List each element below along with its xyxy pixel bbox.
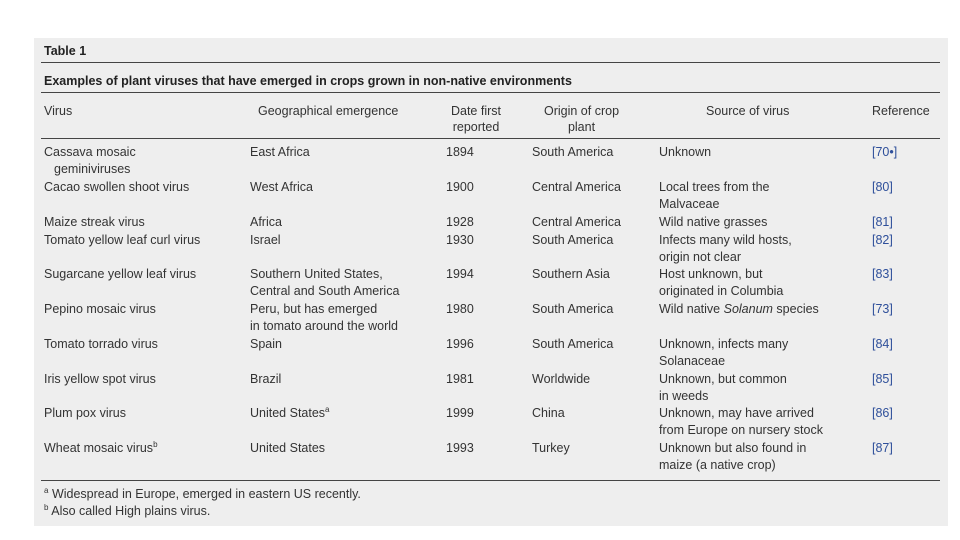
virus-name-line2: geminiviruses bbox=[54, 162, 131, 176]
date-cell bbox=[446, 232, 474, 249]
geographical-emergence-text: Africa bbox=[250, 215, 282, 229]
virus-cell bbox=[44, 440, 158, 457]
virus-name: Tomato torrado virus bbox=[44, 337, 158, 351]
date-first-reported: 1996 bbox=[446, 337, 474, 351]
origin-of-crop-plant: Worldwide bbox=[532, 372, 591, 386]
source-cell bbox=[659, 214, 767, 231]
table-row bbox=[34, 144, 948, 178]
table-panel bbox=[34, 38, 948, 526]
virus-name: Wheat mosaic virus bbox=[44, 441, 154, 455]
header-source-of-virus: Source of virus bbox=[706, 104, 790, 118]
date-cell bbox=[446, 214, 474, 231]
virus-name: Pepino mosaic virus bbox=[44, 302, 156, 316]
reference-link[interactable]: [80] bbox=[872, 180, 893, 194]
bottom-rule bbox=[41, 480, 940, 481]
source-cell bbox=[659, 266, 783, 300]
reference-cell bbox=[872, 266, 893, 283]
date-cell bbox=[446, 144, 474, 161]
virus-cell bbox=[44, 214, 145, 231]
reference-cell bbox=[872, 440, 893, 457]
origin-cell bbox=[532, 371, 590, 388]
header-geographical-emergence: Geographical emergence bbox=[258, 104, 399, 118]
source-text: Local trees from the bbox=[659, 180, 770, 194]
table-caption: Examples of plant viruses that have emerged in crops grown in non-native environments bbox=[44, 74, 572, 88]
virus-cell bbox=[44, 301, 156, 318]
date-cell bbox=[446, 266, 474, 283]
geographical-emergence-line2: Central and South America bbox=[250, 284, 400, 298]
source-cell bbox=[659, 232, 792, 266]
date-cell bbox=[446, 301, 474, 318]
table-row bbox=[34, 371, 948, 405]
source-text-line2: origin not clear bbox=[659, 250, 741, 264]
date-first-reported: 1999 bbox=[446, 406, 474, 420]
source-text-line2: Malvaceae bbox=[659, 197, 720, 211]
geographical-emergence-cell bbox=[250, 301, 398, 335]
footnote-b bbox=[44, 504, 210, 518]
footnote-a bbox=[44, 487, 361, 501]
reference-link[interactable]: [86] bbox=[872, 406, 893, 420]
origin-of-crop-plant: South America bbox=[532, 145, 614, 159]
date-first-reported: 1980 bbox=[446, 302, 474, 316]
table-row bbox=[34, 405, 948, 439]
virus-cell bbox=[44, 371, 156, 388]
reference-link[interactable]: [70•] bbox=[872, 145, 898, 159]
reference-link[interactable]: [81] bbox=[872, 215, 893, 229]
source-cell bbox=[659, 371, 787, 405]
origin-of-crop-plant: China bbox=[532, 406, 565, 420]
virus-footnote-mark: b bbox=[153, 439, 158, 449]
table-row bbox=[34, 179, 948, 213]
source-text: Unknown, may have arrived bbox=[659, 406, 814, 420]
reference-cell bbox=[872, 214, 893, 231]
reference-link[interactable]: [85] bbox=[872, 372, 893, 386]
origin-of-crop-plant: South America bbox=[532, 337, 614, 351]
origin-of-crop-plant: South America bbox=[532, 302, 614, 316]
geographical-emergence-text: Peru, but has emerged bbox=[250, 302, 378, 316]
virus-name: Iris yellow spot virus bbox=[44, 372, 156, 386]
origin-of-crop-plant: Southern Asia bbox=[532, 267, 610, 281]
table-row bbox=[34, 232, 948, 266]
geographical-emergence-text: United States bbox=[250, 441, 326, 455]
table-row bbox=[34, 266, 948, 300]
origin-cell bbox=[532, 144, 613, 161]
virus-name: Cassava mosaic bbox=[44, 145, 136, 159]
reference-link[interactable]: [83] bbox=[872, 267, 893, 281]
origin-of-crop-plant: South America bbox=[532, 233, 614, 247]
reference-cell bbox=[872, 371, 893, 388]
geographical-emergence-text: West Africa bbox=[250, 180, 313, 194]
geographical-emergence-line2: in tomato around the world bbox=[250, 319, 399, 333]
virus-name: Tomato yellow leaf curl virus bbox=[44, 233, 201, 247]
virus-name: Sugarcane yellow leaf virus bbox=[44, 267, 197, 281]
geographical-emergence-text: Spain bbox=[250, 337, 282, 351]
geographical-emergence-cell bbox=[250, 371, 281, 388]
geographical-emergence-cell bbox=[250, 336, 282, 353]
source-text-line2: maize (a native crop) bbox=[659, 458, 776, 472]
virus-cell bbox=[44, 144, 136, 178]
geographical-emergence-cell bbox=[250, 214, 282, 231]
reference-cell bbox=[872, 336, 893, 353]
source-text: Unknown, infects many bbox=[659, 337, 789, 351]
reference-link[interactable]: [73] bbox=[872, 302, 893, 316]
virus-name: Cacao swollen shoot virus bbox=[44, 180, 190, 194]
source-cell bbox=[659, 405, 823, 439]
header-origin-line2: plant bbox=[567, 120, 596, 134]
geographical-emergence-cell bbox=[250, 179, 313, 196]
virus-name: Maize streak virus bbox=[44, 215, 145, 229]
virus-cell bbox=[44, 336, 158, 353]
source-text: Wild native bbox=[659, 302, 724, 316]
origin-of-crop-plant: Central America bbox=[532, 180, 621, 194]
source-text-end: species bbox=[772, 302, 819, 316]
geographical-emergence-text: Israel bbox=[250, 233, 281, 247]
footnote-a-text: Widespread in Europe, emerged in eastern US recently. bbox=[51, 487, 361, 501]
top-rule bbox=[41, 62, 940, 63]
geographical-emergence-cell bbox=[250, 232, 281, 249]
header-virus: Virus bbox=[44, 104, 73, 118]
source-text-line2: from Europe on nursery stock bbox=[659, 423, 823, 437]
geographical-emergence-text: East Africa bbox=[250, 145, 310, 159]
geo-footnote-mark: a bbox=[325, 404, 330, 414]
date-first-reported: 1900 bbox=[446, 180, 474, 194]
date-cell bbox=[446, 371, 474, 388]
table-row bbox=[34, 336, 948, 370]
source-text-line2: in weeds bbox=[659, 389, 709, 403]
reference-cell bbox=[872, 301, 893, 318]
source-text: Unknown bbox=[659, 145, 712, 159]
origin-of-crop-plant: Turkey bbox=[532, 441, 570, 455]
footnote-b-text: Also called High plains virus. bbox=[51, 504, 211, 518]
date-cell bbox=[446, 179, 474, 196]
source-text: Unknown, but common bbox=[659, 372, 787, 386]
geographical-emergence-cell bbox=[250, 144, 310, 161]
reference-link[interactable]: [84] bbox=[872, 337, 893, 351]
header-reference: Reference bbox=[872, 104, 930, 118]
reference-cell bbox=[872, 405, 893, 422]
source-cell bbox=[659, 440, 806, 474]
header-date-line1: Date first bbox=[450, 104, 501, 118]
origin-cell bbox=[532, 179, 621, 196]
source-cell bbox=[659, 336, 788, 370]
footnote-a-mark: a bbox=[44, 485, 49, 495]
table-label: Table 1 bbox=[44, 44, 87, 58]
source-cell bbox=[659, 144, 711, 161]
virus-cell bbox=[44, 232, 200, 249]
source-cell bbox=[659, 301, 819, 318]
origin-cell bbox=[532, 214, 621, 231]
table-row bbox=[34, 440, 948, 474]
virus-cell bbox=[44, 266, 196, 283]
source-cell bbox=[659, 179, 769, 213]
header-origin-of-crop-plant bbox=[534, 103, 629, 135]
date-cell bbox=[446, 336, 474, 353]
origin-cell bbox=[532, 336, 613, 353]
origin-cell bbox=[532, 405, 565, 422]
origin-of-crop-plant: Central America bbox=[532, 215, 621, 229]
source-text: Wild native grasses bbox=[659, 215, 768, 229]
date-first-reported: 1928 bbox=[446, 215, 474, 229]
source-text-line2: originated in Columbia bbox=[659, 284, 784, 298]
date-first-reported: 1994 bbox=[446, 267, 474, 281]
origin-cell bbox=[532, 440, 570, 457]
origin-cell bbox=[532, 301, 613, 318]
date-first-reported: 1993 bbox=[446, 441, 474, 455]
date-cell bbox=[446, 440, 474, 457]
header-origin-line1: Origin of crop bbox=[543, 104, 620, 118]
geographical-emergence-text: United States bbox=[250, 406, 326, 420]
reference-cell bbox=[872, 232, 893, 249]
source-text: Unknown but also found in bbox=[659, 441, 807, 455]
geographical-emergence-cell bbox=[250, 266, 399, 300]
date-first-reported: 1981 bbox=[446, 372, 474, 386]
header-date-line2: reported bbox=[452, 120, 500, 134]
header-date-first-reported bbox=[446, 103, 506, 135]
caption-rule bbox=[41, 92, 940, 93]
source-text: Host unknown, but bbox=[659, 267, 763, 281]
date-cell bbox=[446, 405, 474, 422]
table-row bbox=[34, 301, 948, 335]
date-first-reported: 1894 bbox=[446, 145, 474, 159]
reference-cell bbox=[872, 144, 897, 161]
origin-cell bbox=[532, 266, 610, 283]
virus-name: Plum pox virus bbox=[44, 406, 126, 420]
geographical-emergence-text: Brazil bbox=[250, 372, 282, 386]
virus-cell bbox=[44, 179, 189, 196]
source-text-line2: Solanaceae bbox=[659, 354, 726, 368]
date-first-reported: 1930 bbox=[446, 233, 474, 247]
virus-cell bbox=[44, 405, 126, 422]
reference-cell bbox=[872, 179, 893, 196]
reference-link[interactable]: [87] bbox=[872, 441, 893, 455]
reference-link[interactable]: [82] bbox=[872, 233, 893, 247]
geographical-emergence-cell bbox=[250, 440, 325, 457]
footnote-b-mark: b bbox=[44, 502, 49, 512]
source-genus-italic: Solanum bbox=[723, 302, 773, 316]
source-text: Infects many wild hosts, bbox=[659, 233, 792, 247]
origin-cell bbox=[532, 232, 613, 249]
geographical-emergence-cell bbox=[250, 405, 330, 422]
geographical-emergence-text: Southern United States, bbox=[250, 267, 383, 281]
header-rule bbox=[41, 138, 940, 139]
